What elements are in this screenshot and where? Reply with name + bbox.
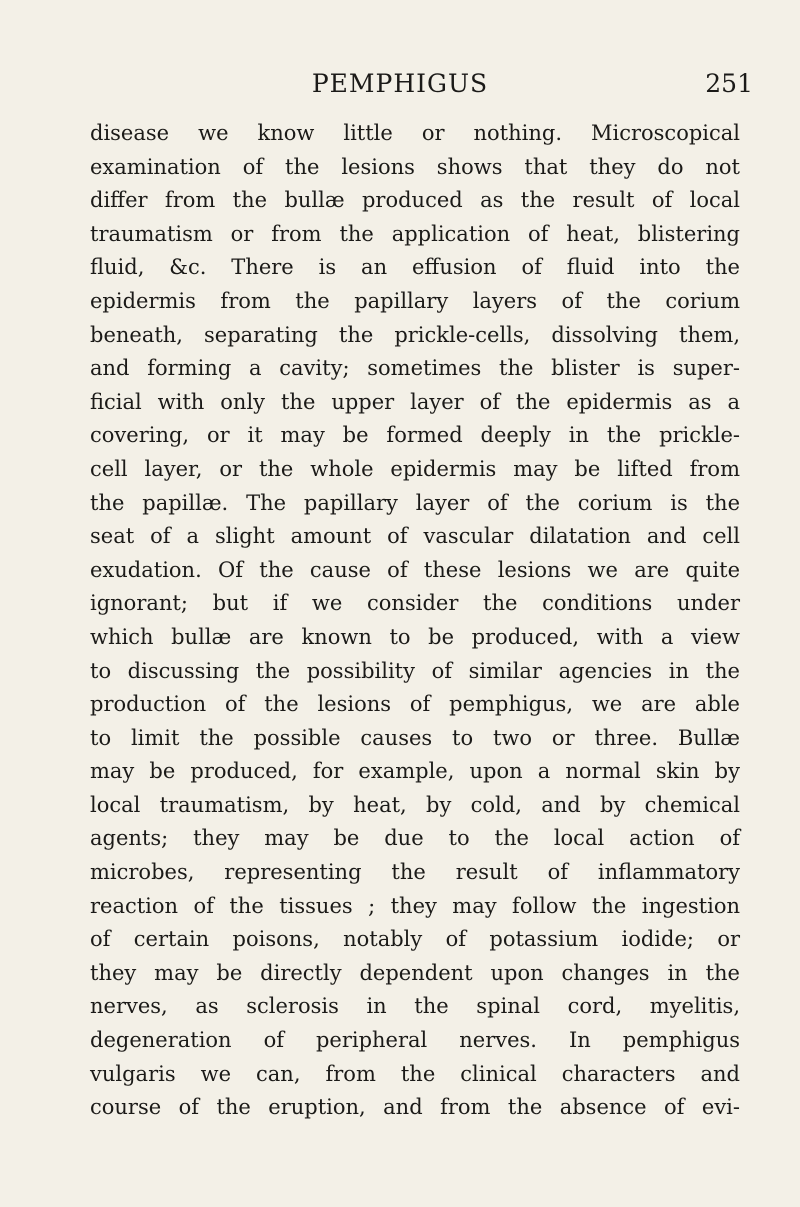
text-line: local traumatism, by heat, by cold, and by chemical xyxy=(90,792,740,817)
text-line: which bullæ are known to be produced, with a view xyxy=(90,624,740,649)
text-line: to discussing the possibility of similar agencies in the xyxy=(90,658,740,683)
text-line: nerves, as sclerosis in the spinal cord, myelitis, xyxy=(90,994,740,1019)
text-line: and forming a cavity; sometimes the blister is super- xyxy=(90,356,740,381)
text-line: ignorant; but if we consider the conditions under xyxy=(90,591,740,616)
text-line: fluid, &c. There is an effusion of fluid into the xyxy=(90,255,740,280)
text-line: the papillæ. The papillary layer of the corium is the xyxy=(90,490,740,515)
text-line: epidermis from the papillary layers of the corium xyxy=(90,288,740,313)
text-line: exudation. Of the cause of these lesions we are quite xyxy=(90,557,740,582)
text-line: production of the lesions of pemphigus, we are able xyxy=(90,692,740,717)
text-line: covering, or it may be formed deeply in the prickle- xyxy=(90,423,740,448)
text-line: traumatism or from the application of heat, blistering xyxy=(90,221,740,246)
text-line: agents; they may be due to the local action of xyxy=(90,826,740,851)
page-number: 251 xyxy=(705,69,753,98)
text-line: examination of the lesions shows that they do not xyxy=(90,154,740,179)
text-line: to limit the possible causes to two or three. Bullæ xyxy=(90,725,740,750)
text-line: may be produced, for example, upon a normal skin by xyxy=(90,759,740,784)
text-line: differ from the bullæ produced as the result of local xyxy=(90,188,740,213)
text-line: ficial with only the upper layer of the epidermis as a xyxy=(90,389,740,414)
body-paragraph xyxy=(90,117,740,1125)
text-line: they may be directly dependent upon changes in the xyxy=(90,960,740,985)
text-line: reaction of the tissues ; they may follow the ingestion xyxy=(90,893,740,918)
text-line: cell layer, or the whole epidermis may be lifted from xyxy=(90,456,740,481)
text-line: seat of a slight amount of vascular dilatation and cell xyxy=(90,524,740,549)
text-line: course of the eruption, and from the absence of evi- xyxy=(90,1095,740,1120)
text-line: vulgaris we can, from the clinical characters and xyxy=(90,1061,740,1086)
text-line: microbes, representing the result of inflammatory xyxy=(90,860,740,885)
text-line: beneath, separating the prickle-cells, dissolving them, xyxy=(90,322,740,347)
text-line: disease we know little or nothing. Microscopical xyxy=(90,121,740,145)
page-header xyxy=(0,66,800,102)
text-line: degeneration of peripheral nerves. In pemphigus xyxy=(90,1028,740,1053)
text-line: of certain poisons, notably of potassium iodide; or xyxy=(90,927,740,952)
running-title: PEMPHIGUS xyxy=(311,69,489,98)
